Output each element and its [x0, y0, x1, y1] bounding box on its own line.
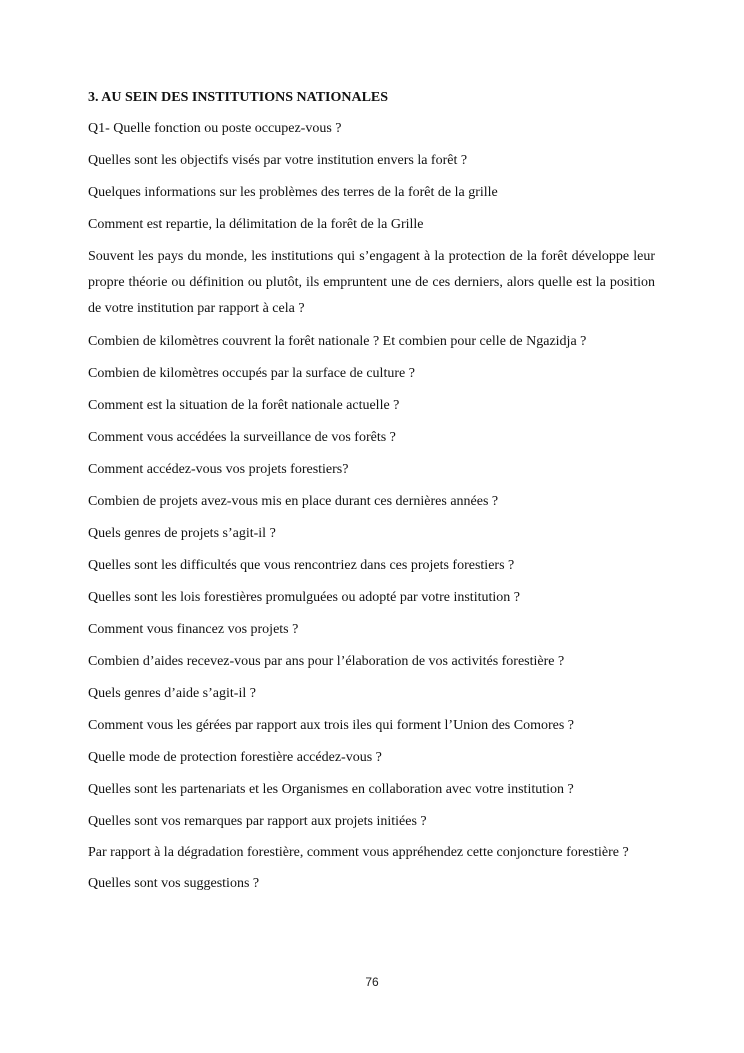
question-17: Quels genres d’aide s’agit-il ?	[88, 686, 256, 701]
question-14: Quelles sont les lois forestières promulguées ou adopté par votre institution ?	[88, 590, 520, 605]
question-2: Quelles sont les objectifs visés par votre institution envers la forêt ?	[88, 153, 468, 168]
question-12: Quels genres de projets s’agit-il ?	[88, 526, 276, 541]
question-5: Souvent les pays du monde, les institutions qui s’engagent à la protection de la forêt développe leur propre théorie ou définition ou plutôt, ils empruntent une de ces derniers, alors quelle est la position de votre institution par rapport à cela ?	[88, 249, 655, 316]
question-8: Comment est la situation de la forêt nationale actuelle ?	[88, 398, 400, 413]
question-22: Par rapport à la dégradation forestière, comment vous appréhendez cette conjoncture forestière ?	[88, 845, 629, 860]
question-15: Comment vous financez vos projets ?	[88, 622, 299, 637]
question-1: Q1- Quelle fonction ou poste occupez-vous ?	[88, 121, 342, 136]
question-23: Quelles sont vos suggestions ?	[88, 876, 260, 891]
question-18: Comment vous les gérées par rapport aux trois iles qui forment l’Union des Comores ?	[88, 718, 575, 733]
question-11: Combien de projets avez-vous mis en place durant ces dernières années ?	[88, 494, 499, 509]
question-9: Comment vous accédées la surveillance de vos forêts ?	[88, 430, 396, 445]
question-3: Quelques informations sur les problèmes des terres de la forêt de la grille	[88, 185, 498, 200]
question-7: Combien de kilomètres occupés par la surface de culture ?	[88, 366, 415, 381]
page-number: 76	[365, 975, 379, 989]
question-21: Quelles sont vos remarques par rapport aux projets initiées ?	[88, 814, 427, 829]
question-16: Combien d’aides recevez-vous par ans pour l’élaboration de vos activités forestière ?	[88, 654, 565, 669]
question-19: Quelle mode de protection forestière accédez-vous ?	[88, 750, 382, 765]
question-13: Quelles sont les difficultés que vous rencontriez dans ces projets forestiers ?	[88, 558, 515, 573]
question-10: Comment accédez-vous vos projets forestiers?	[88, 462, 349, 477]
question-6: Combien de kilomètres couvrent la forêt nationale ? Et combien pour celle de Ngazidja ?	[88, 334, 587, 349]
question-4: Comment est repartie, la délimitation de la forêt de la Grille	[88, 217, 424, 232]
section-heading: 3. AU SEIN DES INSTITUTIONS NATIONALES	[88, 90, 389, 105]
question-20: Quelles sont les partenariats et les Organismes en collaboration avec votre institution ?	[88, 782, 574, 797]
page-content	[88, 89, 655, 907]
